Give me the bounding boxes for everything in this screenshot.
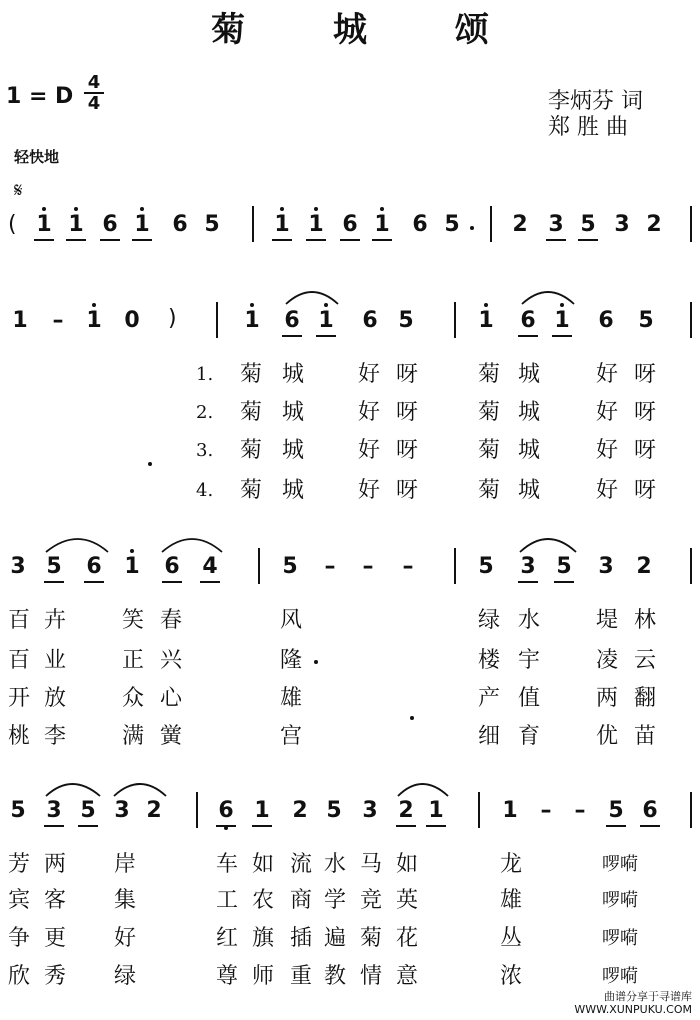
lyric-char: 丛 xyxy=(499,926,522,951)
note: 2 xyxy=(636,554,652,579)
lyric-char: 呀 xyxy=(633,438,656,463)
lyric-char: 城 xyxy=(281,400,304,425)
note: 5 xyxy=(576,212,600,238)
note: 3 xyxy=(42,798,66,824)
lyric-char: 好 xyxy=(357,438,380,463)
lyric-char: 好 xyxy=(357,400,380,425)
slur xyxy=(162,539,222,552)
lyric-char: 重 xyxy=(289,964,312,989)
lyric-char: 风 xyxy=(279,608,302,633)
lyric-char: 呀 xyxy=(395,438,418,463)
lyric-char: 翻 xyxy=(633,686,656,711)
lyric-char: 旗 xyxy=(251,926,274,951)
lyric-char: 值 xyxy=(517,686,540,711)
note: – xyxy=(574,798,586,823)
lyric-char: 如 xyxy=(251,852,274,877)
note: 6 xyxy=(638,798,662,824)
note: 5 xyxy=(282,554,298,579)
note: 5 xyxy=(444,212,460,237)
watermark-line-2: WWW.XUNPUKU.COM xyxy=(574,1003,692,1016)
lyric-char: 百 xyxy=(7,608,30,633)
lyric-char: 两 xyxy=(595,686,618,711)
lyric-char: 工 xyxy=(215,888,238,913)
lyric-char: 集 xyxy=(113,888,136,913)
lyric-char: 两 xyxy=(43,852,66,877)
lyric-char: 城 xyxy=(281,478,304,503)
note: 3 xyxy=(516,554,540,580)
note: 6 xyxy=(598,308,614,333)
lyric-char: 城 xyxy=(281,438,304,463)
note: 1 xyxy=(240,308,264,334)
note: 1 xyxy=(12,308,28,333)
lyric-char: 好 xyxy=(113,926,136,951)
lyric-char: 林 xyxy=(633,608,656,633)
note: 6 xyxy=(362,308,378,333)
note: 1 xyxy=(304,212,328,238)
lyric-char: 菊 xyxy=(477,362,500,387)
lyric-char: 春 xyxy=(159,608,182,633)
lyric-char: 宇 xyxy=(517,648,540,673)
key-signature: 1 = D xyxy=(6,84,74,109)
lyric-char: 呀 xyxy=(633,362,656,387)
watermark xyxy=(574,990,692,1016)
lyric-char: 英 xyxy=(395,888,418,913)
note: 5 xyxy=(326,798,342,823)
note: 1 xyxy=(130,212,154,238)
lyric-char: 好 xyxy=(595,438,618,463)
slur xyxy=(520,539,576,552)
lyric-char: 兴 xyxy=(159,648,182,673)
lyric-char: 宫 xyxy=(279,724,302,749)
note: 1 xyxy=(424,798,448,824)
note: – xyxy=(402,554,414,579)
slur xyxy=(398,784,448,796)
lyric-char: 业 xyxy=(43,648,66,673)
note: 2 xyxy=(512,212,528,237)
lyric-char: 雄 xyxy=(499,888,522,913)
lyric-char: 李 xyxy=(43,724,66,749)
note: 1 xyxy=(550,308,574,334)
note: – xyxy=(324,554,336,579)
lyric-char: 呀 xyxy=(395,362,418,387)
segno-sign: 𝄋 xyxy=(14,178,23,202)
lyric-char: 百 xyxy=(7,648,30,673)
lyric-char: 情 xyxy=(359,964,382,989)
lyric-char: 插 xyxy=(289,926,312,951)
lyric-char: 城 xyxy=(517,478,540,503)
lyric-char: 桃 xyxy=(7,724,30,749)
note: 1 xyxy=(370,212,394,238)
note: 3 xyxy=(614,212,630,237)
lyric-char: 宾 xyxy=(7,888,30,913)
note: 1 xyxy=(82,308,106,334)
lyric-char: 菊 xyxy=(477,400,500,425)
lyric-char: 竞 xyxy=(359,888,382,913)
lyric-char: 黉 xyxy=(159,724,182,749)
note: 5 xyxy=(638,308,654,333)
lyric-char: 好 xyxy=(595,478,618,503)
lyric-char: 凌 xyxy=(595,648,618,673)
lyric-char: 绿 xyxy=(477,608,500,633)
lyric-char: 开 xyxy=(7,686,30,711)
note: 3 xyxy=(362,798,378,823)
lyric-char: 正 xyxy=(121,648,144,673)
slur xyxy=(46,784,100,796)
note: 3 xyxy=(10,554,26,579)
lyric-char: 菊 xyxy=(477,478,500,503)
lyric-char: 菊 xyxy=(239,400,262,425)
lyric-char: 农 xyxy=(251,888,274,913)
note: 2 xyxy=(146,798,162,823)
note: – xyxy=(362,554,374,579)
lyric-char: 学 xyxy=(323,888,346,913)
verse-number: 4. xyxy=(196,480,214,501)
lyric-char: 众 xyxy=(121,686,144,711)
verse-number: 3. xyxy=(196,440,214,461)
lyric-char: 优 xyxy=(595,724,618,749)
lyric-char: 教 xyxy=(323,964,346,989)
note: 5 xyxy=(204,212,220,237)
lyric-char: 客 xyxy=(43,888,66,913)
lyric-char: 育 xyxy=(517,724,540,749)
note: 3 xyxy=(544,212,568,238)
note: 5 xyxy=(552,554,576,580)
note: 1 xyxy=(64,212,88,238)
note: 1 xyxy=(474,308,498,334)
note: 1 xyxy=(250,798,274,824)
lyricist-credit: 李炳芬 词 xyxy=(548,89,643,114)
lyric-char: 意 xyxy=(395,964,418,989)
lyric-char: 楼 xyxy=(477,648,500,673)
lyric-char: 红 xyxy=(215,926,238,951)
note: 0 xyxy=(124,308,140,333)
note: 2 xyxy=(646,212,662,237)
composer-credit: 郑 胜 曲 xyxy=(548,115,628,140)
note: 6 xyxy=(280,308,304,334)
note: 5 xyxy=(76,798,100,824)
note: 6 xyxy=(172,212,188,237)
note: 6 xyxy=(412,212,428,237)
slur xyxy=(522,292,574,304)
lyric-char: 城 xyxy=(281,362,304,387)
slur xyxy=(286,292,338,304)
note: 1 xyxy=(502,798,518,823)
note: 5 xyxy=(42,554,66,580)
lyric-char: 花 xyxy=(395,926,418,951)
note: 1 xyxy=(270,212,294,238)
note: 6 xyxy=(214,798,238,824)
song-title: 菊 城 颂 xyxy=(211,10,527,50)
lyric-char: 争 xyxy=(7,926,30,951)
note: 6 xyxy=(516,308,540,334)
note: 3 xyxy=(598,554,614,579)
watermark-line-1: 曲谱分享于寻谱库 xyxy=(604,990,692,1003)
note: 3 xyxy=(114,798,130,823)
lyric-char: 如 xyxy=(395,852,418,877)
note: 1 xyxy=(32,212,56,238)
lyric-char: 啰嗬 xyxy=(602,890,638,911)
slur xyxy=(46,539,108,552)
note: 4 xyxy=(198,554,222,580)
note: 6 xyxy=(160,554,184,580)
lyric-char: 呀 xyxy=(395,478,418,503)
lyric-char: 啰嗬 xyxy=(602,854,638,875)
lyric-char: 好 xyxy=(595,400,618,425)
lyric-char: 啰嗬 xyxy=(602,966,638,987)
lyric-char: 欣 xyxy=(7,964,30,989)
lyric-char: 城 xyxy=(517,438,540,463)
lyric-char: 菊 xyxy=(359,926,382,951)
note: 6 xyxy=(98,212,122,238)
lyric-char: 云 xyxy=(633,648,656,673)
lyric-char: 笑 xyxy=(121,608,144,633)
open-paren: ( xyxy=(8,212,17,237)
lyric-char: 呀 xyxy=(395,400,418,425)
note: – xyxy=(540,798,552,823)
note: – xyxy=(52,308,64,333)
lyric-char: 马 xyxy=(359,852,382,877)
note: 6 xyxy=(82,554,106,580)
lyric-char: 放 xyxy=(43,686,66,711)
slur xyxy=(114,784,166,796)
verse-number: 1. xyxy=(196,364,214,385)
time-signature-top: 4 xyxy=(87,72,101,93)
lyric-char: 细 xyxy=(477,724,500,749)
lyric-char: 浓 xyxy=(499,964,522,989)
lyric-char: 苗 xyxy=(633,724,656,749)
lyric-char: 菊 xyxy=(477,438,500,463)
lyric-char: 绿 xyxy=(113,964,136,989)
lyric-char: 卉 xyxy=(43,608,66,633)
lyric-char: 菊 xyxy=(239,362,262,387)
lyric-char: 龙 xyxy=(499,852,522,877)
lyric-char: 遍 xyxy=(323,926,346,951)
verse-number: 2. xyxy=(196,402,214,423)
lyric-char: 隆 xyxy=(279,648,302,673)
note: 2 xyxy=(292,798,308,823)
lyric-char: 更 xyxy=(43,926,66,951)
lyric-char: 产 xyxy=(477,686,500,711)
lyric-char: 师 xyxy=(251,964,274,989)
note: 1 xyxy=(120,554,144,580)
note: 6 xyxy=(338,212,362,238)
lyric-char: 满 xyxy=(121,724,144,749)
lyric-char: 堤 xyxy=(595,608,618,633)
lyric-char: 雄 xyxy=(279,686,302,711)
lyric-char: 好 xyxy=(357,478,380,503)
note: 1 xyxy=(314,308,338,334)
lyric-char: 流 xyxy=(289,852,312,877)
lyric-char: 车 xyxy=(215,852,238,877)
lyric-char: 商 xyxy=(289,888,312,913)
lyric-char: 菊 xyxy=(239,478,262,503)
lyric-char: 城 xyxy=(517,362,540,387)
lyric-char: 岸 xyxy=(113,852,136,877)
lyric-char: 水 xyxy=(517,608,540,633)
lyric-char: 呀 xyxy=(633,400,656,425)
lyric-char: 芳 xyxy=(7,852,30,877)
lyric-char: 好 xyxy=(357,362,380,387)
note: 5 xyxy=(398,308,414,333)
note: 5 xyxy=(10,798,26,823)
close-paren: ) xyxy=(168,306,177,331)
lyric-char: 尊 xyxy=(215,964,238,989)
tempo-marking: 轻快地 xyxy=(14,148,60,166)
time-signature-bottom: 4 xyxy=(87,93,101,114)
lyric-char: 城 xyxy=(517,400,540,425)
lyric-char: 呀 xyxy=(633,478,656,503)
note: 5 xyxy=(604,798,628,824)
lyric-char: 菊 xyxy=(239,438,262,463)
note: 5 xyxy=(478,554,494,579)
lyric-char: 水 xyxy=(323,852,346,877)
lyric-char: 秀 xyxy=(43,964,66,989)
lyric-char: 心 xyxy=(159,686,182,711)
lyric-char: 好 xyxy=(595,362,618,387)
lyric-char: 啰嗬 xyxy=(602,928,638,949)
note: 2 xyxy=(394,798,418,824)
